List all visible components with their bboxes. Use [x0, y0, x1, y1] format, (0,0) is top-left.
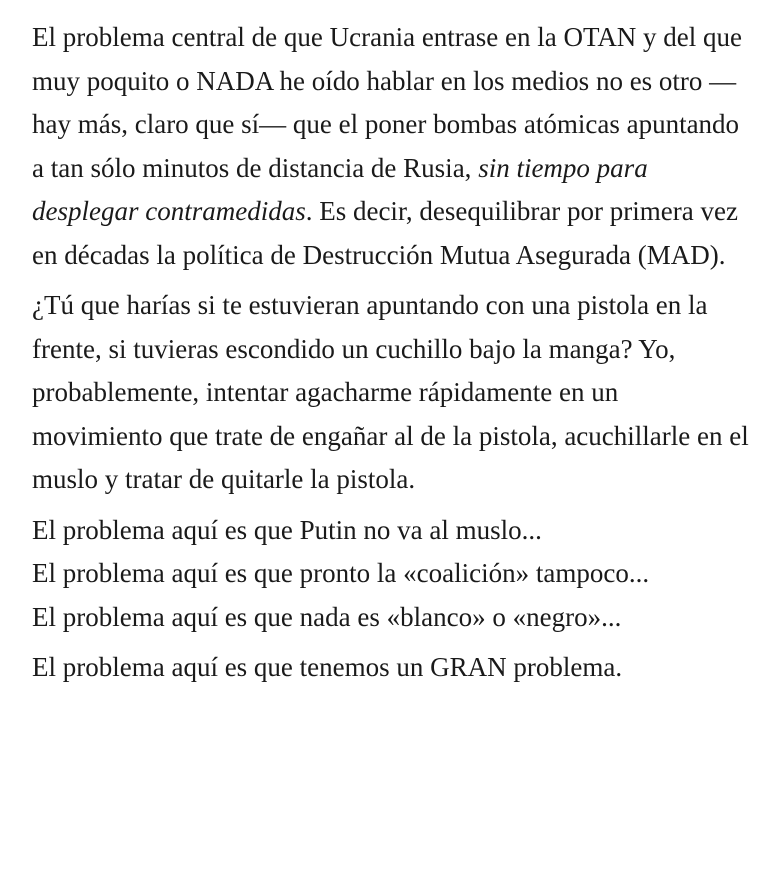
paragraph-putin-thigh: El problema aquí es que Putin no va al muslo... — [32, 514, 542, 545]
paragraph-black-white: El problema aquí es que nada es «blanco» o «negro»... — [32, 601, 622, 632]
article-body — [32, 16, 752, 697]
paragraph-pistol-analogy: ¿Tú que harías si te estuvieran apuntando con una pistola en la frente, si tuvieras escondido un cuchillo bajo la manga? Yo, probablemente, intentar agacharme rápidamente en un movimiento que trate de engañar al de la pistola, acuchillarle en el muslo y tratar de quitarle la pistola. — [32, 290, 749, 494]
emphasized-text: sin tiempo para desplegar contramedidas — [32, 152, 648, 226]
paragraph-nato-mad — [32, 16, 752, 277]
paragraph-text: El problema central de que Ucrania entrase en la OTAN y del que muy poquito o NADA he oído hablar en los medios no es otro —hay más, claro que sí— que el poner bombas atómicas apuntando a tan sólo minutos de distancia de Rusia, — [32, 22, 743, 183]
paragraph-big-problem: El problema aquí es que tenemos un GRAN problema. — [32, 652, 623, 682]
paragraph-text: . Es decir, desequilibrar por primera vez en décadas la política de Destrucción Mutua Asegurada (MAD). — [32, 196, 738, 270]
paragraph-coalition: El problema aquí es que pronto la «coalición» tampoco... — [32, 558, 650, 588]
